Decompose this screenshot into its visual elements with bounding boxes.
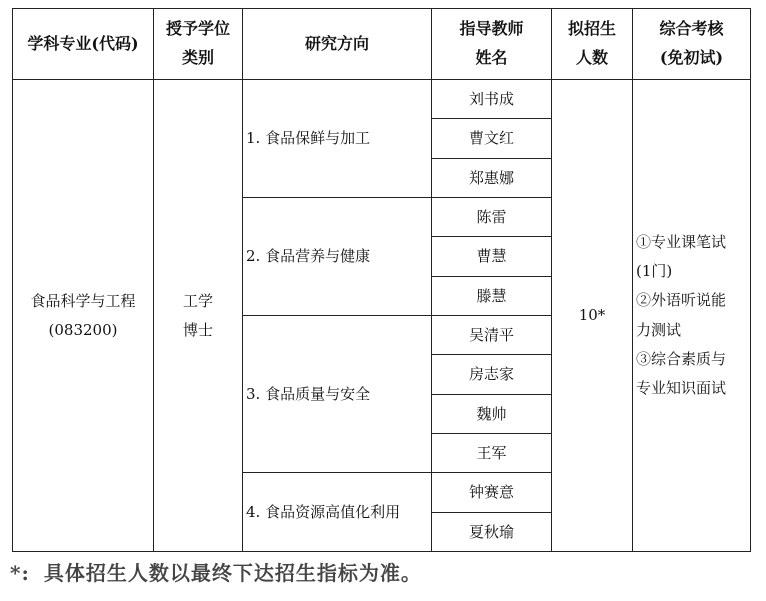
teacher-cell: 钟赛意 bbox=[432, 473, 552, 512]
subject-code: (083200) bbox=[48, 320, 118, 339]
quota-cell: 10* bbox=[552, 80, 633, 552]
footnote bbox=[10, 557, 422, 586]
teacher-cell: 郑惠娜 bbox=[432, 158, 552, 197]
direction-cell-4: 4. 食品资源高值化利用 bbox=[243, 473, 432, 552]
degree-line1: 工学 bbox=[182, 292, 213, 310]
teacher-cell: 曹文红 bbox=[432, 119, 552, 158]
header-quota-line1: 拟招生 bbox=[567, 19, 616, 39]
exam-item: 力测试 bbox=[636, 320, 682, 339]
teacher-cell: 刘书成 bbox=[432, 80, 552, 119]
direction-cell-3: 3. 食品质量与安全 bbox=[243, 315, 432, 472]
teacher-cell: 王军 bbox=[432, 433, 552, 472]
degree-line2: 博士 bbox=[182, 320, 213, 339]
teacher-cell: 夏秋瑜 bbox=[432, 512, 552, 551]
header-degree bbox=[154, 9, 243, 80]
header-degree-line2: 类别 bbox=[181, 48, 214, 67]
table-row bbox=[13, 80, 751, 119]
teacher-cell: 滕慧 bbox=[432, 276, 552, 315]
header-quota bbox=[552, 9, 633, 80]
header-exam-line1: 综合考核 bbox=[659, 19, 724, 39]
exam-cell bbox=[633, 80, 751, 552]
teacher-cell: 曹慧 bbox=[432, 237, 552, 276]
header-degree-line1: 授予学位 bbox=[165, 19, 230, 39]
direction-cell-2: 2. 食品营养与健康 bbox=[243, 197, 432, 315]
header-quota-line2: 人数 bbox=[575, 48, 608, 67]
direction-cell-1: 1. 食品保鲜与加工 bbox=[243, 80, 432, 198]
header-subject-label: 学科专业(代码) bbox=[27, 33, 139, 53]
header-advisor-line1: 指导教师 bbox=[459, 19, 524, 39]
subject-cell bbox=[13, 80, 154, 552]
exam-item: ②外语听说能 bbox=[636, 291, 727, 310]
header-exam bbox=[633, 9, 751, 80]
teacher-cell: 魏帅 bbox=[432, 394, 552, 433]
teacher-cell: 陈雷 bbox=[432, 197, 552, 236]
exam-item: (1门) bbox=[636, 262, 673, 280]
footnote-text: 具体招生人数以最终下达招生指标为准。 bbox=[43, 561, 422, 585]
header-advisor-line2: 姓名 bbox=[475, 48, 508, 67]
degree-cell bbox=[154, 80, 243, 552]
header-exam-line2: (免初试) bbox=[659, 48, 724, 67]
header-row bbox=[13, 9, 751, 80]
teacher-cell: 吴清平 bbox=[432, 315, 552, 354]
footnote-mark: *: bbox=[10, 561, 30, 585]
header-subject bbox=[13, 9, 154, 80]
header-direction bbox=[243, 9, 432, 80]
admissions-table bbox=[12, 8, 751, 552]
teacher-cell: 房志家 bbox=[432, 355, 552, 394]
exam-item: 专业知识面试 bbox=[636, 379, 727, 397]
exam-item: ①专业课笔试 bbox=[636, 232, 727, 251]
header-direction-label: 研究方向 bbox=[304, 33, 369, 53]
exam-item: ③综合素质与 bbox=[636, 349, 727, 368]
subject-name: 食品科学与工程 bbox=[30, 292, 136, 310]
header-advisor bbox=[432, 9, 552, 80]
